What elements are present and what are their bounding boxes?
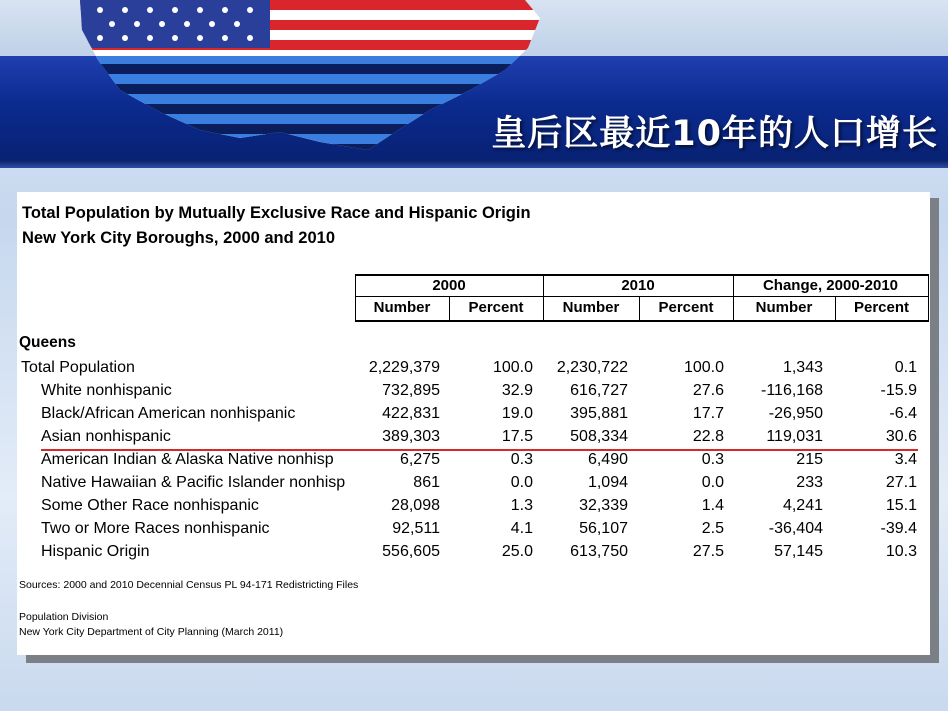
- section-heading: Queens: [19, 334, 76, 351]
- table-row: [17, 426, 930, 449]
- cell-value: 1.4: [701, 497, 724, 514]
- cell-value: 25.0: [501, 543, 533, 560]
- cell-value: -36,404: [768, 520, 823, 537]
- cell-value: 4.1: [510, 520, 533, 537]
- division-note: Population Division: [19, 611, 109, 623]
- table-row: [17, 403, 930, 426]
- cell-value: 556,605: [382, 543, 440, 560]
- row-label: Two or More Races nonhispanic: [41, 520, 270, 537]
- cell-value: 233: [796, 474, 823, 491]
- table-row: [17, 495, 930, 518]
- cell-value: 28,098: [391, 497, 440, 514]
- table-row: [17, 357, 930, 380]
- column-header-number: Number: [755, 299, 813, 316]
- cell-value: 1.3: [510, 497, 533, 514]
- cell-value: -116,168: [761, 382, 823, 399]
- cell-value: 616,727: [570, 382, 628, 399]
- slide-title: 皇后区最近10年的人口增长: [491, 114, 938, 154]
- header-bottom-rule: [355, 320, 929, 322]
- row-label: Some Other Race nonhispanic: [41, 497, 259, 514]
- column-header-percent: Percent: [468, 299, 524, 316]
- cell-value: 3.4: [894, 451, 917, 468]
- cell-value: 0.3: [510, 451, 533, 468]
- american-flag-map-graphic: [0, 0, 560, 168]
- cell-value: 613,750: [570, 543, 628, 560]
- table-title: Total Population by Mutually Exclusive Race and Hispanic Origin: [22, 204, 531, 222]
- header-top-rule: [355, 274, 929, 276]
- row-label: White nonhispanic: [41, 382, 172, 399]
- cell-value: 57,145: [774, 543, 823, 560]
- cell-value: 732,895: [382, 382, 440, 399]
- cell-value: 15.1: [885, 497, 917, 514]
- row-label: Asian nonhispanic: [41, 428, 171, 445]
- cell-value: 119,031: [766, 428, 823, 445]
- header-divider: [928, 274, 929, 322]
- cell-value: 19.0: [501, 405, 533, 422]
- group-header-change: Change, 2000-2010: [762, 277, 899, 294]
- cell-value: 17.7: [692, 405, 724, 422]
- cell-value: -6.4: [889, 405, 917, 422]
- row-label: Total Population: [21, 359, 135, 376]
- cell-value: 422,831: [382, 405, 440, 422]
- table-row: [17, 541, 930, 564]
- row-label: Hispanic Origin: [41, 543, 150, 560]
- cell-value: 27.1: [885, 474, 917, 491]
- cell-value: 0.1: [894, 359, 917, 376]
- cell-value: 2.5: [701, 520, 724, 537]
- cell-value: 6,275: [399, 451, 440, 468]
- cell-value: 6,490: [587, 451, 628, 468]
- cell-value: 32,339: [579, 497, 628, 514]
- cell-value: 22.8: [692, 428, 724, 445]
- row-label: Black/African American nonhispanic: [41, 405, 296, 422]
- table-row: [17, 380, 930, 403]
- cell-value: -15.9: [880, 382, 917, 399]
- cell-value: 10.3: [885, 543, 917, 560]
- cell-value: 1,094: [587, 474, 628, 491]
- cell-value: 395,881: [570, 405, 628, 422]
- cell-value: 56,107: [579, 520, 628, 537]
- row-label: Native Hawaiian & Pacific Islander nonhisp: [41, 474, 346, 491]
- cell-value: 100.0: [492, 359, 533, 376]
- cell-value: 861: [413, 474, 440, 491]
- cell-value: 508,334: [570, 428, 628, 445]
- cell-value: 0.0: [510, 474, 533, 491]
- cell-value: -39.4: [880, 520, 917, 537]
- cell-value: 215: [796, 451, 823, 468]
- cell-value: 30.6: [885, 428, 917, 445]
- cell-value: 0.3: [701, 451, 724, 468]
- column-header-percent: Percent: [658, 299, 714, 316]
- cell-value: 27.5: [692, 543, 724, 560]
- cell-value: 32.9: [501, 382, 533, 399]
- cell-value: 2,229,379: [368, 359, 440, 376]
- population-table-document: [17, 192, 930, 655]
- cell-value: 4,241: [782, 497, 823, 514]
- cell-value: -26,950: [768, 405, 823, 422]
- group-header-2000: 2000: [432, 277, 466, 294]
- row-label: American Indian & Alaska Native nonhisp: [41, 451, 334, 468]
- table-row: [17, 449, 930, 472]
- department-note: New York City Department of City Planning (March 2011): [19, 626, 284, 638]
- column-header-percent: Percent: [853, 299, 910, 316]
- cell-value: 100.0: [683, 359, 724, 376]
- highlight-underline: [41, 449, 918, 451]
- cell-value: 389,303: [382, 428, 440, 445]
- cell-value: 27.6: [692, 382, 724, 399]
- cell-value: 92,511: [392, 520, 440, 537]
- cell-value: 0.0: [701, 474, 724, 491]
- cell-value: 17.5: [501, 428, 533, 445]
- cell-value: 2,230,722: [556, 359, 628, 376]
- cell-value: 1,343: [782, 359, 823, 376]
- table-subtitle: New York City Boroughs, 2000 and 2010: [22, 229, 336, 247]
- column-header-number: Number: [373, 299, 431, 316]
- table-row: [17, 472, 930, 495]
- source-note: Sources: 2000 and 2010 Decennial Census PL 94-171 Redistricting Files: [19, 579, 359, 591]
- table-row: [17, 518, 930, 541]
- column-header-number: Number: [562, 299, 620, 316]
- group-header-2010: 2010: [621, 277, 655, 294]
